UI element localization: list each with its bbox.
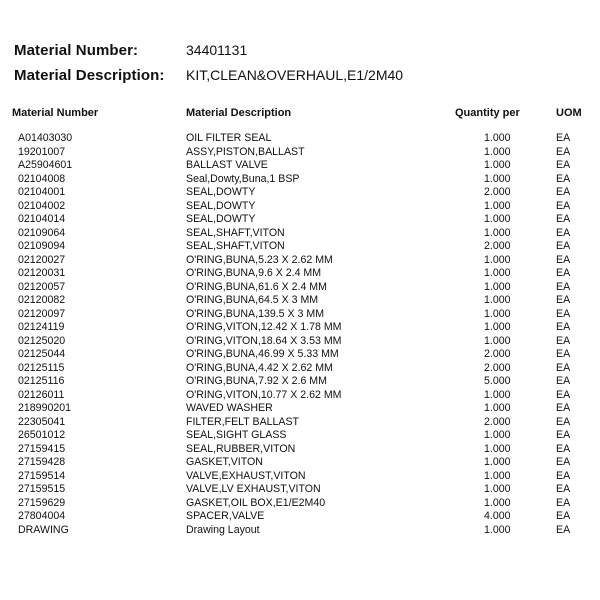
uom-cell: EA — [556, 523, 571, 536]
table-row — [0, 146, 600, 160]
material-number-cell: 27159629 — [18, 496, 66, 509]
quantity-cell: 1.000 — [484, 496, 511, 509]
table-row — [0, 240, 600, 254]
uom-cell: EA — [556, 253, 571, 266]
material-number-cell: 27159415 — [18, 442, 66, 455]
quantity-cell: 1.000 — [484, 172, 511, 185]
material-number-cell: 02124119 — [18, 321, 65, 333]
column-header-material-number: Material Number — [12, 107, 99, 119]
uom-cell: EA — [556, 402, 571, 414]
table-row — [0, 497, 600, 511]
quantity-cell: 5.000 — [484, 375, 511, 387]
quantity-cell: 1.000 — [484, 456, 511, 468]
uom-cell: EA — [556, 172, 571, 185]
quantity-cell: 1.000 — [484, 199, 511, 212]
quantity-cell: 1.000 — [484, 159, 511, 171]
quantity-cell: 2.000 — [484, 348, 511, 360]
material-description-cell: SEAL,SHAFT,VITON — [186, 226, 285, 239]
uom-cell: EA — [556, 469, 571, 482]
uom-cell: EA — [556, 388, 571, 401]
quantity-cell: 1.000 — [484, 132, 511, 144]
material-description-cell: O'RING,VITON,12.42 X 1.78 MM — [186, 321, 342, 333]
table-row — [0, 186, 600, 200]
material-number-cell: 02120057 — [18, 280, 66, 293]
table-row — [0, 159, 600, 173]
material-number-cell: 02104008 — [18, 172, 66, 185]
uom-cell: EA — [556, 429, 571, 441]
quantity-cell: 1.000 — [484, 442, 511, 455]
quantity-cell: 1.000 — [484, 402, 511, 414]
quantity-cell: 1.000 — [484, 429, 511, 441]
material-description-cell: O'RING,VITON,18.64 X 3.53 MM — [186, 334, 342, 347]
table-row — [0, 443, 600, 457]
material-description-cell: O'RING,BUNA,139.5 X 3 MM — [186, 307, 325, 320]
material-number-cell: 22305041 — [18, 415, 66, 428]
uom-cell: EA — [556, 199, 571, 212]
uom-cell: EA — [556, 132, 571, 144]
material-number-cell: 02109094 — [18, 240, 66, 252]
uom-cell: EA — [556, 496, 571, 509]
material-description-cell: SEAL,SHAFT,VITON — [186, 240, 285, 252]
uom-cell: EA — [556, 186, 571, 198]
material-number-cell: 02120031 — [18, 267, 66, 279]
material-number-cell: 218990201 — [18, 402, 72, 414]
material-description-cell: OIL FILTER SEAL — [186, 132, 272, 144]
material-description-cell: O'RING,BUNA,46.99 X 5.33 MM — [186, 348, 339, 360]
material-description-cell: O'RING,BUNA,9.6 X 2.4 MM — [186, 267, 322, 279]
uom-cell: EA — [556, 510, 571, 522]
uom-cell: EA — [556, 456, 571, 468]
quantity-cell: 1.000 — [484, 483, 511, 495]
uom-cell: EA — [556, 145, 571, 158]
uom-cell: EA — [556, 213, 571, 225]
uom-cell: EA — [556, 267, 571, 279]
table-row — [0, 429, 600, 443]
uom-cell: EA — [556, 415, 571, 428]
material-number-value: 34401131 — [186, 42, 248, 58]
quantity-cell: 2.000 — [484, 361, 511, 374]
table-row — [0, 470, 600, 484]
table-row — [0, 483, 600, 497]
table-row — [0, 294, 600, 308]
uom-cell: EA — [556, 294, 571, 306]
uom-cell: EA — [556, 240, 571, 252]
table-row — [0, 402, 600, 416]
material-number-cell: 27159515 — [18, 483, 66, 495]
table-row — [0, 389, 600, 403]
material-number-cell: 26501012 — [18, 429, 66, 441]
table-row — [0, 375, 600, 389]
table-row — [0, 321, 600, 335]
material-description-cell: O'RING,BUNA,7.92 X 2.6 MM — [186, 375, 327, 387]
material-description-label: Material Description: — [14, 67, 165, 84]
material-description-cell: VALVE,EXHAUST,VITON — [186, 469, 306, 482]
quantity-cell: 1.000 — [484, 469, 511, 482]
material-number-cell: A01403030 — [18, 132, 73, 144]
material-description-cell: SEAL,SIGHT GLASS — [186, 429, 287, 441]
quantity-cell: 1.000 — [484, 294, 511, 306]
parts-table-body — [0, 132, 600, 537]
uom-cell: EA — [556, 375, 571, 387]
material-number-cell: 27804004 — [18, 510, 66, 522]
uom-cell: EA — [556, 307, 571, 320]
material-description-cell: O'RING,VITON,10.77 X 2.62 MM — [186, 388, 342, 401]
material-description-cell: FILTER,FELT BALLAST — [186, 415, 300, 428]
table-row — [0, 510, 600, 524]
material-number-cell: 02120082 — [18, 294, 66, 306]
table-row — [0, 308, 600, 322]
material-description-cell: SEAL,DOWTY — [186, 199, 256, 212]
material-description-cell: Seal,Dowty,Buna,1 BSP — [186, 172, 300, 185]
quantity-cell: 1.000 — [484, 213, 511, 225]
material-number-cell: 02125020 — [18, 334, 66, 347]
quantity-cell: 1.000 — [484, 388, 511, 401]
material-number-label: Material Number: — [14, 42, 139, 59]
material-description-cell: WAVED WASHER — [186, 402, 273, 414]
material-description-cell: SEAL,RUBBER,VITON — [186, 442, 296, 455]
quantity-cell: 1.000 — [484, 307, 511, 320]
quantity-cell: 1.000 — [484, 523, 511, 536]
table-row — [0, 362, 600, 376]
quantity-cell: 1.000 — [484, 145, 511, 158]
quantity-cell: 1.000 — [484, 253, 511, 266]
uom-cell: EA — [556, 334, 571, 347]
table-row — [0, 416, 600, 430]
material-number-cell: 02120027 — [18, 253, 66, 266]
quantity-cell: 4.000 — [484, 510, 511, 522]
uom-cell: EA — [556, 348, 571, 360]
uom-cell: EA — [556, 361, 571, 374]
quantity-cell: 2.000 — [484, 415, 511, 428]
table-row — [0, 200, 600, 214]
material-description-value: KIT,CLEAN&OVERHAUL,E1/2M40 — [186, 67, 404, 83]
table-row — [0, 132, 600, 146]
column-header-quantity-per: Quantity per — [455, 107, 520, 119]
material-description-cell: Drawing Layout — [186, 523, 260, 536]
quantity-cell: 1.000 — [484, 280, 511, 293]
material-number-cell: 27159428 — [18, 456, 66, 468]
material-description-cell: SEAL,DOWTY — [186, 213, 256, 225]
material-description-cell: GASKET,VITON — [186, 456, 263, 468]
quantity-cell: 2.000 — [484, 186, 511, 198]
table-row — [0, 213, 600, 227]
material-number-cell: 02126011 — [18, 388, 65, 401]
material-description-cell: ASSY,PISTON,BALLAST — [186, 145, 305, 158]
table-row — [0, 254, 600, 268]
table-row — [0, 281, 600, 295]
material-description-cell: VALVE,LV EXHAUST,VITON — [186, 483, 321, 495]
table-row — [0, 335, 600, 349]
material-number-cell: 02125115 — [18, 361, 65, 374]
material-description-cell: SEAL,DOWTY — [186, 186, 256, 198]
table-row — [0, 524, 600, 538]
quantity-cell: 1.000 — [484, 226, 511, 239]
material-number-cell: 02104014 — [18, 213, 66, 225]
quantity-cell: 1.000 — [484, 334, 511, 347]
table-row — [0, 173, 600, 187]
material-description-cell: O'RING,BUNA,64.5 X 3 MM — [186, 294, 319, 306]
material-description-cell: SPACER,VALVE — [186, 510, 265, 522]
quantity-cell: 2.000 — [484, 240, 511, 252]
material-number-cell: 02120097 — [18, 307, 66, 320]
uom-cell: EA — [556, 483, 571, 495]
material-description-cell: GASKET,OIL BOX,E1/E2M40 — [186, 496, 326, 509]
material-description-cell: BALLAST VALVE — [186, 159, 268, 171]
uom-cell: EA — [556, 159, 571, 171]
material-description-cell: O'RING,BUNA,61.6 X 2.4 MM — [186, 280, 327, 293]
uom-cell: EA — [556, 280, 571, 293]
material-number-cell: DRAWING — [18, 523, 69, 536]
material-number-cell: 02109064 — [18, 226, 66, 239]
uom-cell: EA — [556, 442, 571, 455]
uom-cell: EA — [556, 321, 571, 333]
quantity-cell: 1.000 — [484, 267, 511, 279]
uom-cell: EA — [556, 226, 571, 239]
material-description-cell: O'RING,BUNA,4.42 X 2.62 MM — [186, 361, 333, 374]
table-row — [0, 267, 600, 281]
material-description-cell: O'RING,BUNA,5.23 X 2.62 MM — [186, 253, 333, 266]
column-header-material-description: Material Description — [186, 107, 292, 119]
quantity-cell: 1.000 — [484, 321, 511, 333]
table-row — [0, 348, 600, 362]
table-row — [0, 456, 600, 470]
column-header-uom: UOM — [556, 107, 582, 119]
material-number-cell: 27159514 — [18, 469, 66, 482]
material-number-cell: A25904601 — [18, 159, 73, 171]
table-row — [0, 227, 600, 241]
material-number-cell: 19201007 — [18, 145, 66, 158]
material-number-cell: 02125044 — [18, 348, 66, 360]
material-number-cell: 02104001 — [18, 186, 66, 198]
material-number-cell: 02125116 — [18, 375, 65, 387]
material-number-cell: 02104002 — [18, 199, 66, 212]
